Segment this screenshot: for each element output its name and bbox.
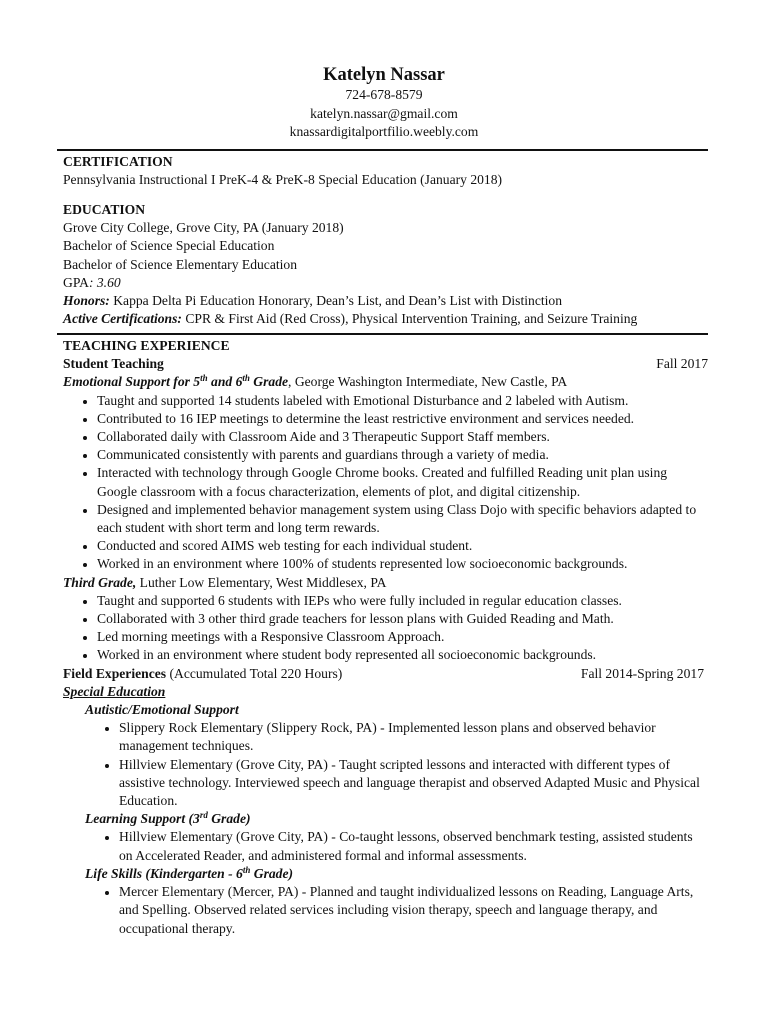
list-item: • Mercer Elementary (Mercer, PA) - Planned and taught individualized lessons on Reading, Language Arts, and Spelling. Observed related services including vision therapy, speech and language therapy, and occupational therapy. — [119, 883, 708, 938]
list-item: • Collaborated with 3 other third grade teachers for lesson plans with Guided Reading and Math. — [97, 610, 708, 628]
certification-section — [63, 153, 708, 189]
phone-number: 724-678-8579 — [345, 87, 423, 102]
teaching-heading: TEACHING EXPERIENCE — [63, 338, 230, 353]
list-item: • Taught and supported 14 students labeled with Emotional Disturbance and 2 labeled with Autism. — [97, 392, 708, 410]
honors-label: Honors: — [63, 293, 110, 309]
placement-title: Third Grade, — [63, 574, 137, 590]
gpa-line — [63, 274, 708, 292]
list-item: • Conducted and scored AIMS web testing for each individual student. — [97, 537, 708, 555]
list-item: • Worked in an environment where 100% of students represented low socioeconomic backgrounds. — [97, 555, 708, 573]
life-skills-bullets — [63, 883, 708, 938]
learning-support-bullets — [63, 828, 708, 864]
education-line: Bachelor of Science Special Education — [63, 238, 275, 254]
header-divider — [57, 149, 708, 151]
list-item: • Taught and supported 6 students with IEPs who were fully included in regular education classes. — [97, 592, 708, 610]
student-teaching-row — [63, 355, 708, 373]
placement-title: and 6 — [207, 374, 243, 390]
placement-location: Luther Low Elementary, West Middlesex, PA — [136, 574, 387, 590]
special-education-line — [63, 683, 708, 701]
superscript: th — [242, 864, 251, 875]
field-experiences-hours: (Accumulated Total 220 Hours) — [166, 665, 343, 681]
active-certifications-label: Active Certifications: — [63, 311, 182, 327]
education-heading: EDUCATION — [63, 202, 146, 217]
field-experiences-row — [63, 665, 708, 683]
placement-title: Emotional Support for 5 — [63, 374, 201, 390]
teaching-experience-section — [63, 337, 708, 938]
list-item: • Communicated consistently with parents and guardians through a variety of media. — [97, 446, 708, 464]
section-divider — [57, 333, 708, 335]
field-experiences-date: Fall 2014-Spring 2017 — [580, 665, 704, 681]
third-grade-bullets — [63, 592, 708, 665]
list-item: • Hillview Elementary (Grove City, PA) - Co-taught lessons, observed benchmark testing, assisted students on Accelerated Reader, and administered formal and informal assessments. — [119, 828, 708, 864]
active-certifications-text: CPR & First Aid (Red Cross), Physical Intervention Training, and Seizure Training — [181, 311, 638, 327]
honors-line — [63, 292, 708, 310]
list-item: • Hillview Elementary (Grove City, PA) - Taught scripted lessons and interacted with different types of assistive technology. Interviewed speech and language therapist and observed Adapted Music and Physical Education. — [119, 756, 708, 811]
gpa-label: GPA — [63, 274, 89, 290]
superscript: rd — [199, 810, 208, 821]
superscript: th — [242, 373, 250, 384]
placement-emotional-support — [63, 373, 708, 391]
education-line: Bachelor of Science Elementary Education — [63, 256, 298, 272]
list-item: • Contributed to 16 IEP meetings to determine the least restrictive environment and services needed. — [97, 410, 708, 428]
list-item: • Led morning meetings with a Responsive Classroom Approach. — [97, 628, 708, 646]
list-item: • Worked in an environment where student body represented all socioeconomic backgrounds. — [97, 646, 708, 664]
field-experiences-label: Field Experiences — [63, 665, 167, 681]
certification-text: Pennsylvania Instructional I PreK-4 & PreK-8 Special Education (January 2018) — [63, 172, 503, 188]
education-section — [63, 201, 708, 328]
life-skills-heading — [63, 865, 708, 883]
special-education-heading: Special Education — [63, 683, 166, 699]
learning-support-heading — [63, 810, 708, 828]
placement-location: , George Washington Intermediate, New Castle, PA — [288, 374, 568, 390]
subsection-title: Grade) — [250, 865, 294, 881]
portfolio-website: knassardigitalportfilio.weebly.com — [289, 124, 479, 139]
list-item: • Slippery Rock Elementary (Slippery Rock, PA) - Implemented lesson plans and observed behavior management techniques. — [119, 719, 708, 755]
placement-third-grade — [63, 574, 708, 592]
active-certifications-line — [63, 310, 708, 328]
subsection-title: Life Skills (Kindergarten - 6 — [85, 865, 243, 881]
honors-text: Kappa Delta Pi Education Honorary, Dean’s List, and Dean’s List with Distinction — [109, 293, 562, 309]
student-teaching-label: Student Teaching — [63, 356, 164, 372]
student-teaching-date: Fall 2017 — [656, 356, 708, 372]
gpa-value: : 3.60 — [88, 274, 121, 290]
candidate-name: Katelyn Nassar — [323, 65, 445, 85]
subsection-title: Grade) — [207, 811, 251, 827]
list-item: • Interacted with technology through Google Chrome books. Created and fulfilled Reading unit plan using Google classroom with a focus characterization, elements of plot, and digital citizenship. — [97, 464, 708, 500]
autistic-support-bullets — [63, 719, 708, 810]
email-address: katelyn.nassar@gmail.com — [310, 105, 458, 121]
list-item: • Collaborated daily with Classroom Aide and 3 Therapeutic Support Staff members. — [97, 428, 708, 446]
resume-header — [0, 0, 768, 142]
emotional-support-bullets — [63, 392, 708, 574]
superscript: th — [200, 373, 208, 384]
autistic-support-heading: Autistic/Emotional Support — [85, 702, 239, 718]
education-line: Grove City College, Grove City, PA (January 2018) — [63, 220, 344, 236]
placement-title: Grade — [249, 374, 289, 390]
list-item: • Designed and implemented behavior management system using Class Dojo with specific behaviors adapted to each student with short term and long term rewards. — [97, 501, 708, 537]
certification-heading: CERTIFICATION — [63, 154, 173, 169]
subsection-title: Learning Support (3 — [85, 811, 200, 827]
